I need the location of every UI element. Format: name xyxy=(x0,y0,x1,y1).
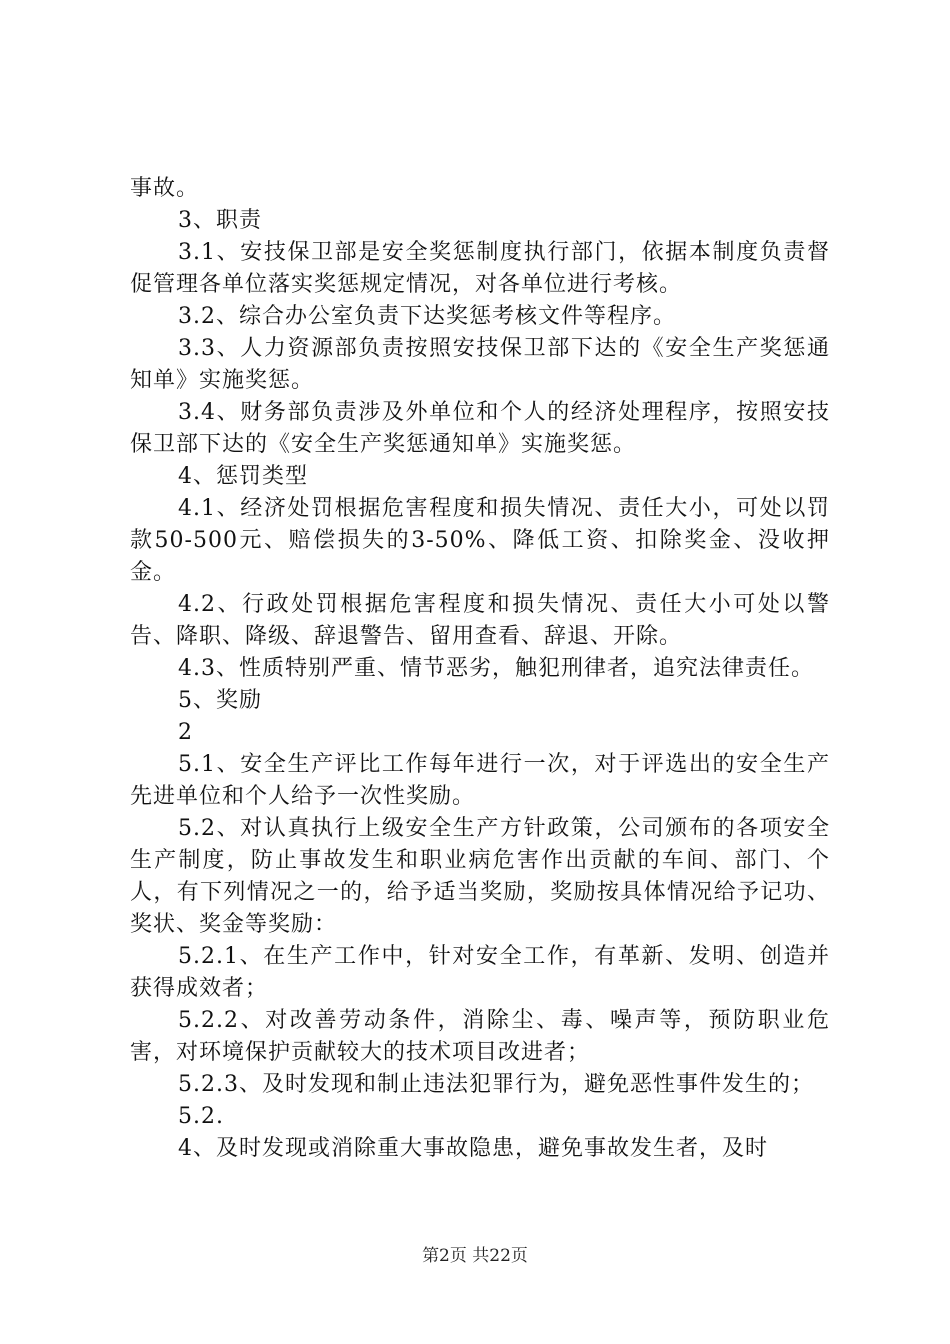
paragraph: 5.1、安全生产评比工作每年进行一次，对于评选出的安全生产先进单位和个人给予一次性奖励。 xyxy=(130,752,830,809)
document-body xyxy=(130,173,830,1165)
paragraph: 4、及时发现或消除重大事故隐患，避免事故发生者，及时 xyxy=(178,1136,768,1161)
paragraph: 2 xyxy=(178,720,193,745)
paragraph: 3.4、财务部负责涉及外单位和个人的经济处理程序，按照安技保卫部下达的《安全生产奖惩通知单》实施奖惩。 xyxy=(130,400,830,457)
paragraph: 5.2.2、对改善劳动条件，消除尘、毒、噪声等，预防职业危害，对环境保护贡献较大的技术项目改进者； xyxy=(130,1008,830,1065)
paragraph: 3.2、综合办公室负责下达奖惩考核文件等程序。 xyxy=(178,304,676,329)
paragraph: 3、职责 xyxy=(178,208,262,233)
paragraph: 5.2、对认真执行上级安全生产方针政策，公司颁布的各项安全生产制度，防止事故发生和职业病危害作出贡献的车间、部门、个人，有下列情况之一的，给予适当奖励，奖励按具体情况给予记功、奖状、奖金等奖励： xyxy=(130,816,830,937)
paragraph: 4.2、行政处罚根据危害程度和损失情况、责任大小可处以警告、降职、降级、辞退警告、留用查看、辞退、开除。 xyxy=(130,592,830,649)
paragraph: 5.2.1、在生产工作中，针对安全工作，有革新、发明、创造并获得成效者； xyxy=(130,944,830,1001)
paragraph: 3.3、人力资源部负责按照安技保卫部下达的《安全生产奖惩通知单》实施奖惩。 xyxy=(130,336,830,393)
paragraph: 5.2. xyxy=(178,1104,224,1129)
paragraph: 5、奖励 xyxy=(178,688,262,713)
paragraph: 5.2.3、及时发现和制止违法犯罪行为，避免恶性事件发生的； xyxy=(178,1072,814,1097)
paragraph: 4.1、经济处罚根据危害程度和损失情况、责任大小，可处以罚款50-500元、赔偿损失的3-50%、降低工资、扣除奖金、没收押金。 xyxy=(130,496,830,585)
page-footer: 第2页 共22页 xyxy=(422,1246,528,1266)
paragraph: 事故。 xyxy=(130,176,200,201)
paragraph: 4.3、性质特别严重、情节恶劣，触犯刑律者，追究法律责任。 xyxy=(178,656,814,681)
paragraph: 4、惩罚类型 xyxy=(178,464,308,489)
paragraph: 3.1、安技保卫部是安全奖惩制度执行部门，依据本制度负责督促管理各单位落实奖惩规定情况，对各单位进行考核。 xyxy=(130,240,830,297)
